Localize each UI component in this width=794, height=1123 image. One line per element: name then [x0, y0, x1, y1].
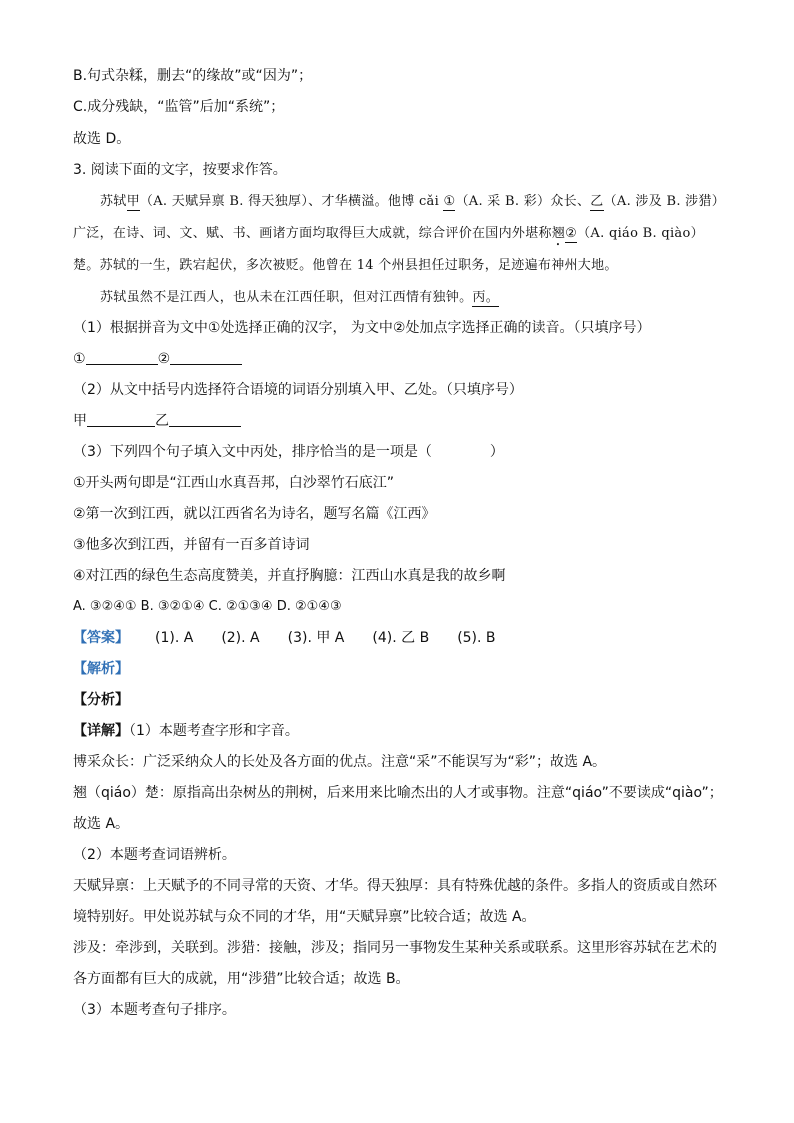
multiple-choices: A. ③②④① B. ③②①④ C. ②①③④ D. ②①④③	[73, 599, 342, 614]
answer-blanks-1	[73, 349, 242, 369]
sub-question-1: （1）根据拼音为文中①处选择正确的汉字， 为文中②处加点字选择正确的读音。（只填序号）	[73, 320, 651, 336]
answer-item: (1). A	[155, 630, 194, 646]
passage-text: （A. qiáo B. qiào）	[577, 226, 704, 241]
passage-text: （A. 天赋异禀 B. 得天独厚）、才华横溢。他博 cǎi	[139, 194, 444, 209]
detail-text: （1）本题考查字形和字音。	[129, 723, 299, 739]
blank-marker-2: ②	[565, 226, 578, 241]
answer-line	[73, 628, 496, 648]
blank-label: 甲	[73, 413, 87, 429]
passage-line-2	[73, 224, 704, 249]
answer-blank[interactable]	[87, 412, 155, 427]
sentence-option-4: ④对江西的绿色生态高度赞美，并直抒胸臆：江西山水真是我的故乡啊	[73, 568, 506, 584]
passage-text: 广泛，在诗、词、文、赋、书、画诸方面均取得巨大成就，综合评价在国内外堪称	[73, 226, 552, 241]
passage-line-1	[100, 192, 725, 212]
detail-heading-2: （2）本题考查词语辨析。	[73, 847, 236, 863]
prev-option-c: C.成分残缺，“监管”后加“系统”；	[73, 99, 285, 115]
answer-item: (3). 甲 A	[287, 630, 345, 646]
sentence-option-3: ③他多次到江西，并留有一百多首诗词	[73, 537, 310, 553]
answer-tag: 【答案】	[73, 630, 129, 646]
passage-text: 苏轼	[100, 194, 127, 209]
answer-blanks-2	[73, 411, 241, 431]
dotted-character: 翘	[551, 226, 566, 241]
detail-line: 博采众长：广泛采纳众人的长处及各方面的优点。注意“采”不能误写为“彩”；故选 A。	[73, 754, 607, 770]
sentence-option-2: ②第一次到江西，就以江西省名为诗名，题写名篇《江西》	[73, 506, 436, 522]
blank-label: ②	[157, 351, 171, 367]
fenxi-tag: 【分析】	[73, 692, 129, 708]
blank-label: ①	[73, 351, 86, 367]
detail-line: 翘（qiáo）楚：原指高出杂树丛的荆树，后来用来比喻杰出的人才或事物。注意“qiáo”不要读成“qiào”；	[73, 785, 723, 801]
detail-heading-3: （3）本题考查句子排序。	[73, 1002, 236, 1018]
detail-line: 故选 A。	[73, 816, 130, 832]
answer-blank[interactable]	[86, 350, 158, 365]
question-text: ）	[489, 444, 504, 460]
blank-label: 乙	[155, 413, 169, 429]
answer-blank[interactable]	[170, 350, 242, 365]
blank-marker-jia: 甲	[126, 194, 140, 209]
passage-text: （A. 采 B. 彩）众长、	[455, 194, 591, 209]
blank-marker-yi: 乙	[590, 194, 604, 209]
detail-line: 涉及：牵涉到，关联到。涉猎：接触，涉及；指同另一事物发生某种关系或联系。这里形容苏轼在艺术的	[73, 940, 717, 956]
detail-line: 境特别好。甲处说苏轼与众不同的才华，用“天赋异禀”比较合适；故选 A。	[73, 909, 536, 925]
sentence-option-1: ①开头两句即是“江西山水真吾邦，白沙翠竹石底江”	[73, 475, 395, 491]
blank-marker-bing: 丙。	[472, 290, 500, 305]
answer-item: (5). B	[457, 630, 496, 646]
answer-blank[interactable]	[169, 412, 241, 427]
sub-question-2: （2）从文中括号内选择符合语境的词语分别填入甲、乙处。（只填序号）	[73, 382, 523, 398]
sub-question-3	[73, 442, 504, 462]
passage-line-3: 楚。苏轼的一生，跌宕起伏，多次被贬。他曾在 14 个州县担任过职务，足迹遍布神州大地。	[73, 258, 618, 273]
prev-option-b: B.句式杂糅，删去“的缘故”或“因为”；	[73, 68, 313, 84]
question-3-title: 3. 阅读下面的文字，按要求作答。	[73, 162, 287, 178]
passage-line-4	[100, 288, 499, 308]
analysis-tag: 【解析】	[73, 661, 129, 677]
detail-line: 天赋异禀：上天赋予的不同寻常的天资、才华。得天独厚：具有特殊优越的条件。多指人的资质或自然环	[73, 878, 717, 894]
prev-choice: 故选 D。	[73, 131, 131, 147]
passage-text: 苏轼虽然不是江西人，也从未在江西任职，但对江西情有独钟。	[100, 290, 473, 305]
answer-item: (2). A	[221, 630, 260, 646]
answer-item: (4). 乙 B	[372, 630, 430, 646]
detail-line: 各方面都有巨大的成就，用“涉猎”比较合适；故选 B。	[73, 971, 410, 987]
passage-text: （A. 涉及 B. 涉猎）	[603, 194, 726, 209]
blank-marker-1: ①	[443, 194, 456, 209]
detail-heading-1	[73, 721, 299, 741]
question-text: （3）下列四个句子填入文中丙处，排序恰当的是一项是（	[73, 444, 432, 460]
detail-tag: 【详解】	[73, 723, 129, 739]
